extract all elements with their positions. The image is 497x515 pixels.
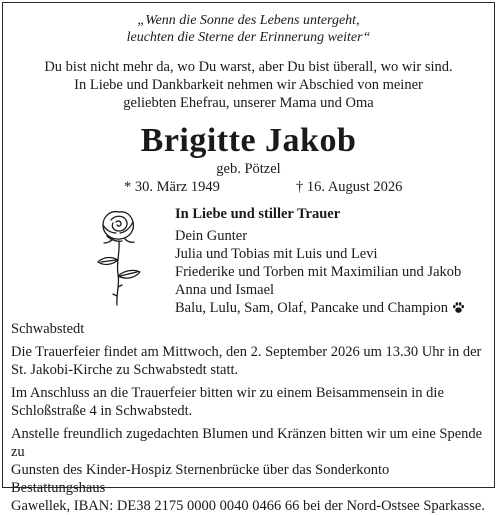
quote [11,12,486,46]
funeral-line-1: Die Trauerfeier findet am Mittwoch, den 2. September 2026 um 13.30 Uhr in der [11,344,482,360]
family-section [11,202,486,314]
donation-line-2: Gunsten des Kinder-Hospiz Sternenbrücke über das Sonderkonto Bestattungshaus [11,462,390,496]
gathering-info [11,384,486,420]
intro-text [11,58,486,112]
obituary-notice [2,2,495,514]
death-date: † 16. August 2026 [296,179,403,195]
gathering-line-2: Schloßstraße 4 in Schwabstedt. [11,403,193,419]
family-line-4: Anna und Ismael [175,282,275,298]
donation-info [11,425,486,515]
family-line-3: Friederike und Torben mit Maximilian und Jakob [175,264,462,280]
family-line-5-pets [175,299,465,317]
quote-line-2: leuchten die Sterne der Erinnerung weiter“ [126,30,371,45]
paw-icon [452,301,465,314]
family-signatures [175,205,465,317]
pets-names: Balu, Lulu, Sam, Olaf, Pancake und Champion [175,300,449,316]
donation-line-3: Gawellek, IBAN: DE38 2175 0000 0040 0466 66 bei der Nord-Ostsee Sparkasse. [11,498,485,514]
birth-name: geb. Pötzel [216,161,281,177]
intro-line-1: Du bist nicht mehr da, wo Du warst, aber Du bist überall, wo wir sind. [44,59,453,75]
family-line-2: Julia und Tobias mit Luis und Levi [175,246,378,262]
intro-line-2: In Liebe und Dankbarkeit nehmen wir Abschied von meiner [74,77,423,93]
deceased-name: Brigitte Jakob [140,122,357,159]
donation-line-1: Anstelle freundlich zugedachten Blumen und Kränzen bitten wir um eine Spende zu [11,426,483,460]
mourning-heading: In Liebe und stiller Trauer [175,206,341,222]
quote-line-1: „Wenn die Sonne des Lebens untergeht, [137,13,360,28]
family-line-1: Dein Gunter [175,228,248,244]
birth-date: * 30. März 1949 [124,179,220,195]
intro-line-3: geliebten Ehefrau, unserer Mama und Oma [123,95,374,111]
place-name: Schwabstedt [11,321,85,337]
funeral-line-2: St. Jakobi-Kirche zu Schwabstedt statt. [11,362,239,378]
life-dates [11,178,486,196]
rose-icon [89,208,149,308]
gathering-line-1: Im Anschluss an die Trauerfeier bitten wir zu einem Beisammensein in die [11,385,444,401]
funeral-info [11,343,486,379]
